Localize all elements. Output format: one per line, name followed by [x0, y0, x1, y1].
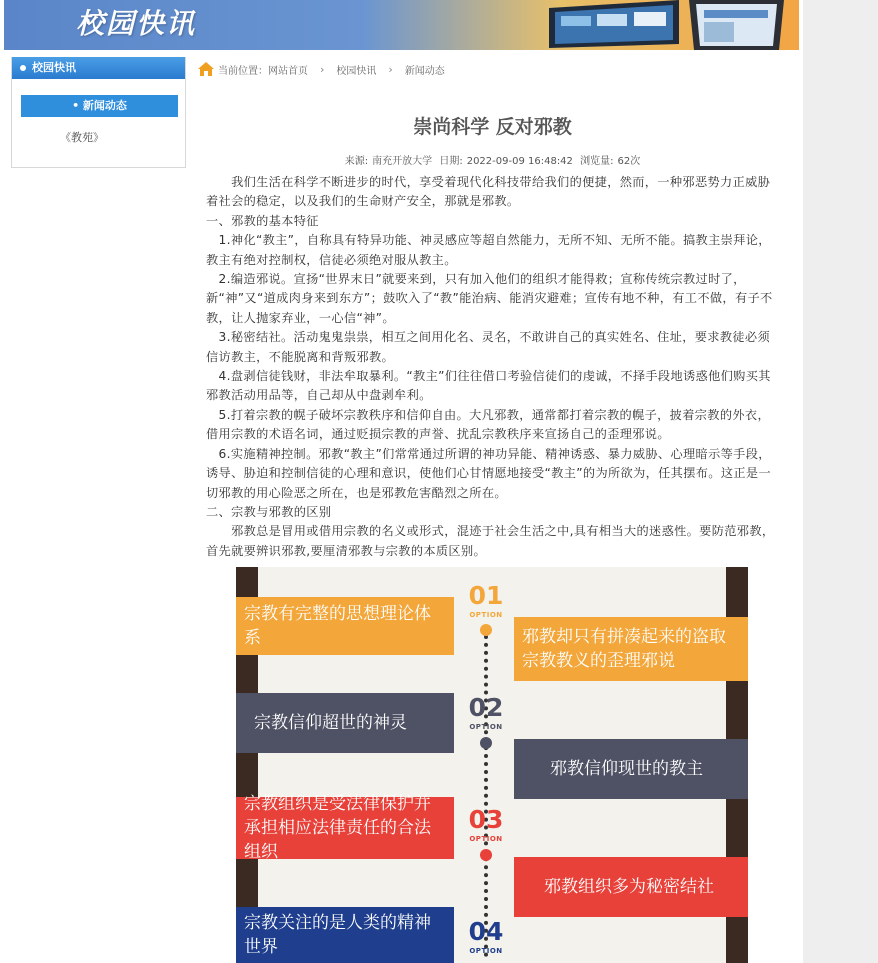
paragraph: 邪教总是冒用或借用宗教的名义或形式，混迹于社会生活之中,具有相当大的迷惑性。要防范邪教，首先就要辨识邪教,要厘清邪教与宗教的本质区别。 — [206, 524, 775, 558]
paragraph: 二、宗教与邪教的区别 — [206, 504, 332, 519]
banner-title: 校园快讯 — [76, 7, 197, 40]
timeline-node-2 — [480, 737, 492, 749]
right-margin — [803, 0, 878, 963]
paragraph: 我们生活在科学不断进步的时代，享受着现代化科技带给我们的便捷，然而，一种邪恶势力正威胁着社会的稳定，以及我们的生命财产安全，那就是邪教。 — [206, 175, 771, 209]
right-box-2: 邪教信仰现世的教主 — [514, 739, 748, 799]
paragraph: 一、邪教的基本特征 — [206, 213, 319, 228]
source-value: 南充开放大学 — [372, 156, 433, 167]
source-label: 来源: — [344, 156, 369, 167]
option-number-3: 03 — [468, 805, 504, 834]
option-number-1: 01 — [468, 581, 504, 610]
left-box-4: 宗教关注的是人类的精神世界 — [236, 907, 454, 963]
sidebar — [11, 57, 186, 168]
timeline-node-1 — [480, 624, 492, 636]
paragraph: 6.实施精神控制。邪教“教主”们常常通过所谓的神功异能、精神诱惑、暴力威胁、心理暗示等手段，诱导、胁迫和控制信徒的心理和意识，使他们心甘情愿地接受“教主”的为所欲为，任其摆布。这正是一切邪教的用心险恶之所在，也是邪教危害酷烈之所在。 — [206, 446, 771, 500]
breadcrumb-home[interactable]: 网站首页 — [268, 65, 308, 77]
option-number-4: 04 — [468, 917, 504, 946]
date-value: 2022-09-09 16:48:42 — [466, 156, 573, 167]
breadcrumb-campus-news[interactable]: 校园快讯 — [336, 65, 377, 77]
header-banner — [4, 0, 799, 50]
right-box-3: 邪教组织多为秘密结社 — [514, 857, 748, 917]
sidebar-item-jiaoyuan[interactable]: 《教苑》 — [60, 131, 104, 144]
option-label-4: OPTION — [469, 947, 503, 955]
bullet-icon — [20, 65, 26, 71]
religion-vs-cult-infographic — [236, 567, 748, 963]
sidebar-heading-label: 校园快讯 — [32, 61, 76, 74]
left-box-2: 宗教信仰超世的神灵 — [236, 693, 454, 753]
breadcrumb-news[interactable]: 新闻动态 — [404, 65, 445, 77]
paragraph: 2.编造邪说。宣扬“世界末日”就要来到，只有加入他们的组织才能得救；宣称传统宗教过时了，新“神”又“道成肉身来到东方”；鼓吹入了“教”能治病、能消灾避难；宣传有地不种，有工不做，有子不教，让人抛家弃业，一心信“神”。 — [206, 272, 773, 325]
timeline-dots — [484, 627, 492, 957]
option-label-2: OPTION — [469, 723, 503, 731]
paragraph: 1.神化“教主”，自称具有特异功能、神灵感应等超自然能力，无所不知、无所不能。搞教主崇拜论，教主有绝对控制权，信徒必须绝对服从教主。 — [206, 233, 771, 267]
paragraph: 5.打着宗教的幌子破坏宗教秩序和信仰自由。大凡邪教，通常都打着宗教的幌子，披着宗教的外衣，借用宗教的术语名词，通过贬损宗教的声誉、扰乱宗教秩序来宣扬自己的歪理邪说。 — [206, 407, 770, 442]
paragraph: 4.盘剥信徒钱财，非法牟取暴利。“教主”们往往借口考验信徒们的虔诚，不择手段地诱惑他们购买其邪教活动用品等，自己却从中盘剥牟利。 — [206, 369, 771, 403]
option-number-2: 02 — [468, 693, 504, 722]
chevron-right-icon: › — [320, 62, 325, 76]
article-body — [206, 173, 781, 561]
right-box-1: 邪教却只有拼凑起来的盗取宗教教义的歪理邪说 — [514, 617, 748, 681]
breadcrumb-prefix: 当前位置： — [218, 65, 268, 77]
views-label: 浏览量: — [580, 156, 614, 167]
date-label: 日期: — [439, 156, 463, 167]
sidebar-item-news[interactable]: • 新闻动态 — [21, 95, 178, 117]
left-box-3: 宗教组织是受法律保护并承担相应法律责任的合法组织 — [236, 797, 454, 859]
option-label-1: OPTION — [469, 611, 503, 619]
sidebar-heading — [12, 57, 185, 79]
banner-devices-image — [539, 0, 789, 50]
chevron-right-icon: › — [388, 62, 393, 76]
article-title: 崇尚科学 反对邪教 — [413, 116, 572, 138]
paragraph: 3.秘密结社。活动鬼鬼祟祟，相互之间用化名、灵名，不敢讲自己的真实姓名、住址，要求教徒必须信访教主，不能脱离和背叛邪教。 — [206, 330, 770, 364]
article-meta — [206, 152, 779, 167]
option-label-3: OPTION — [469, 835, 503, 843]
views-value: 62次 — [617, 156, 641, 167]
timeline-node-3 — [480, 849, 492, 861]
home-icon — [198, 62, 214, 76]
left-box-1: 宗教有完整的思想理论体系 — [236, 597, 454, 655]
breadcrumb — [198, 60, 445, 78]
